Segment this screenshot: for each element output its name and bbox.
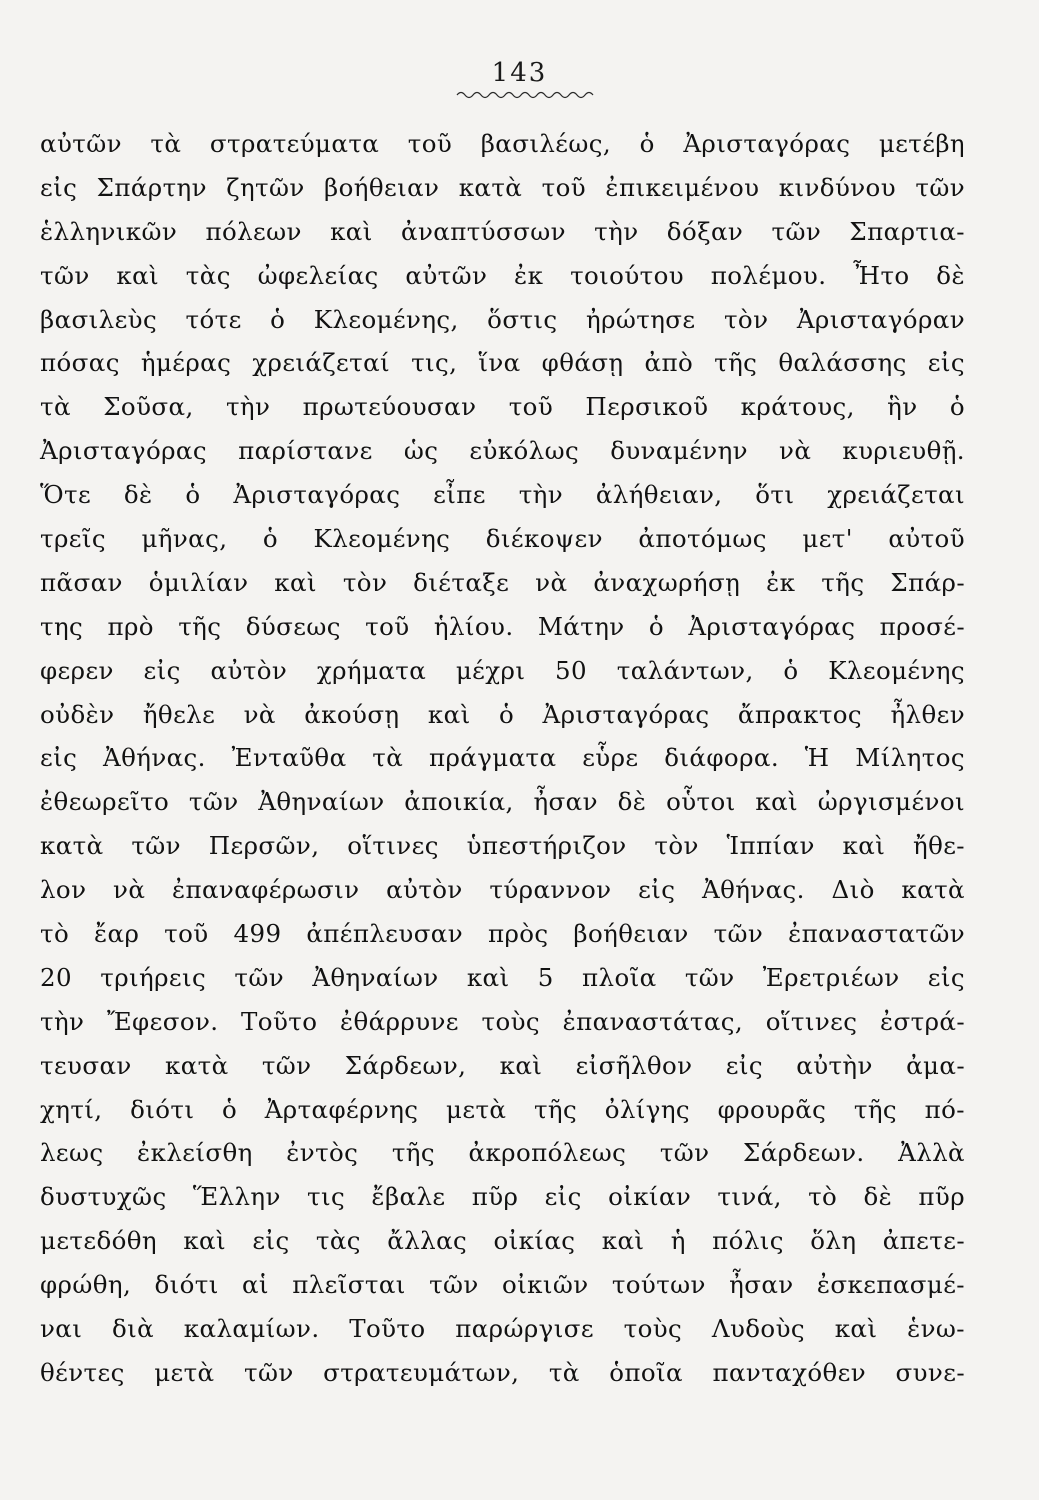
body-text xyxy=(40,122,965,1395)
text-line: 20 τριήρεις τῶν Ἀθηναίων καὶ 5 πλοῖα τῶν Ἐρετριέων εἰς xyxy=(40,962,965,992)
text-line: ἑλληνικῶν πόλεων καὶ ἀναπτύσσων τὴν δόξαν τῶν Σπαρτια- xyxy=(40,216,965,246)
text-line: φερεν εἰς αὐτὸν χρήματα μέχρι 50 ταλάντων, ὁ Κλεομένης xyxy=(40,655,965,685)
text-line: λεως ἐκλείσθη ἐντὸς τῆς ἀκροπόλεως τῶν Σάρδεων. Ἀλλὰ xyxy=(40,1138,965,1168)
text-line: Ὅτε δὲ ὁ Ἀρισταγόρας εἶπε τὴν ἀλήθειαν, ὅτι χρειάζεται xyxy=(40,480,965,510)
text-line: τρεῖς μῆνας, ὁ Κλεομένης διέκοψεν ἀποτόμως μετ' αὐτοῦ xyxy=(40,524,965,554)
text-line: τὴν Ἔφεσον. Τοῦτο ἐθάρρυνε τοὺς ἐπαναστάτας, οἵτινες ἐστρά- xyxy=(40,1006,965,1036)
text-line: ναι διὰ καλαμίων. Τοῦτο παρώργισε τοὺς Λυδοὺς καὶ ἑνω- xyxy=(40,1314,965,1344)
text-line: θέντες μετὰ τῶν στρατευμάτων, τὰ ὁποῖα πανταχόθεν συνε- xyxy=(40,1357,965,1387)
text-line: της πρὸ τῆς δύσεως τοῦ ἡλίου. Μάτην ὁ Ἀρισταγόρας προσέ- xyxy=(40,611,965,641)
text-line: τὰ Σοῦσα, τὴν πρωτεύουσαν τοῦ Περσικοῦ κράτους, ἣν ὁ xyxy=(40,392,965,422)
text-line: φρώθη, διότι αἱ πλεῖσται τῶν οἰκιῶν τούτων ἦσαν ἐσκεπασμέ- xyxy=(40,1270,965,1300)
text-line: τὸ ἔαρ τοῦ 499 ἀπέπλευσαν πρὸς βοήθειαν τῶν ἐπαναστατῶν xyxy=(40,919,965,949)
text-line: δυστυχῶς Ἕλλην τις ἔβαλε πῦρ εἰς οἰκίαν τινά, τὸ δὲ πῦρ xyxy=(40,1182,965,1212)
text-line: εἰς Σπάρτην ζητῶν βοήθειαν κατὰ τοῦ ἐπικειμένου κινδύνου τῶν xyxy=(40,172,965,202)
page-number: 143 xyxy=(491,58,548,88)
text-line: τῶν καὶ τὰς ὠφελείας αὐτῶν ἐκ τοιούτου πολέμου. Ἦτο δὲ xyxy=(40,260,965,290)
text-line: βασιλεὺς τότε ὁ Κλεομένης, ὅστις ἠρώτησε τὸν Ἀρισταγόραν xyxy=(40,304,965,334)
text-line: εἰς Ἀθήνας. Ἐνταῦθα τὰ πράγματα εὗρε διάφορα. Ἡ Μίλητος xyxy=(40,743,965,773)
text-line: κατὰ τῶν Περσῶν, οἵτινες ὑπεστήριζον τὸν Ἱππίαν καὶ ἤθε- xyxy=(40,831,965,861)
wavy-rule-ornament xyxy=(455,88,595,102)
text-line: χητί, διότι ὁ Ἀρταφέρνης μετὰ τῆς ὀλίγης φρουρᾶς τῆς πό- xyxy=(40,1094,965,1124)
text-line: οὐδὲν ἤθελε νὰ ἀκούσῃ καὶ ὁ Ἀρισταγόρας ἄπρακτος ἦλθεν xyxy=(40,699,965,729)
text-line: πόσας ἡμέρας χρειάζεταί τις, ἵνα φθάσῃ ἀπὸ τῆς θαλάσσης εἰς xyxy=(40,348,965,378)
text-line: πᾶσαν ὁμιλίαν καὶ τὸν διέταξε νὰ ἀναχωρήσῃ ἐκ τῆς Σπάρ- xyxy=(40,567,965,597)
text-line: λον νὰ ἐπαναφέρωσιν αὐτὸν τύραννον εἰς Ἀθήνας. Διὸ κατὰ xyxy=(40,875,965,905)
text-line: μετεδόθη καὶ εἰς τὰς ἄλλας οἰκίας καὶ ἡ πόλις ὅλη ἀπετε- xyxy=(40,1226,965,1256)
text-line: ἐθεωρεῖτο τῶν Ἀθηναίων ἀποικία, ἦσαν δὲ οὗτοι καὶ ὠργισμένοι xyxy=(40,787,965,817)
text-line: τευσαν κατὰ τῶν Σάρδεων, καὶ εἰσῆλθον εἰς αὐτὴν ἀμα- xyxy=(40,1050,965,1080)
text-line: Ἀρισταγόρας παρίστανε ὡς εὐκόλως δυναμένην νὰ κυριευθῇ. xyxy=(40,436,965,466)
text-line: αὐτῶν τὰ στρατεύματα τοῦ βασιλέως, ὁ Ἀρισταγόρας μετέβη xyxy=(40,129,965,158)
